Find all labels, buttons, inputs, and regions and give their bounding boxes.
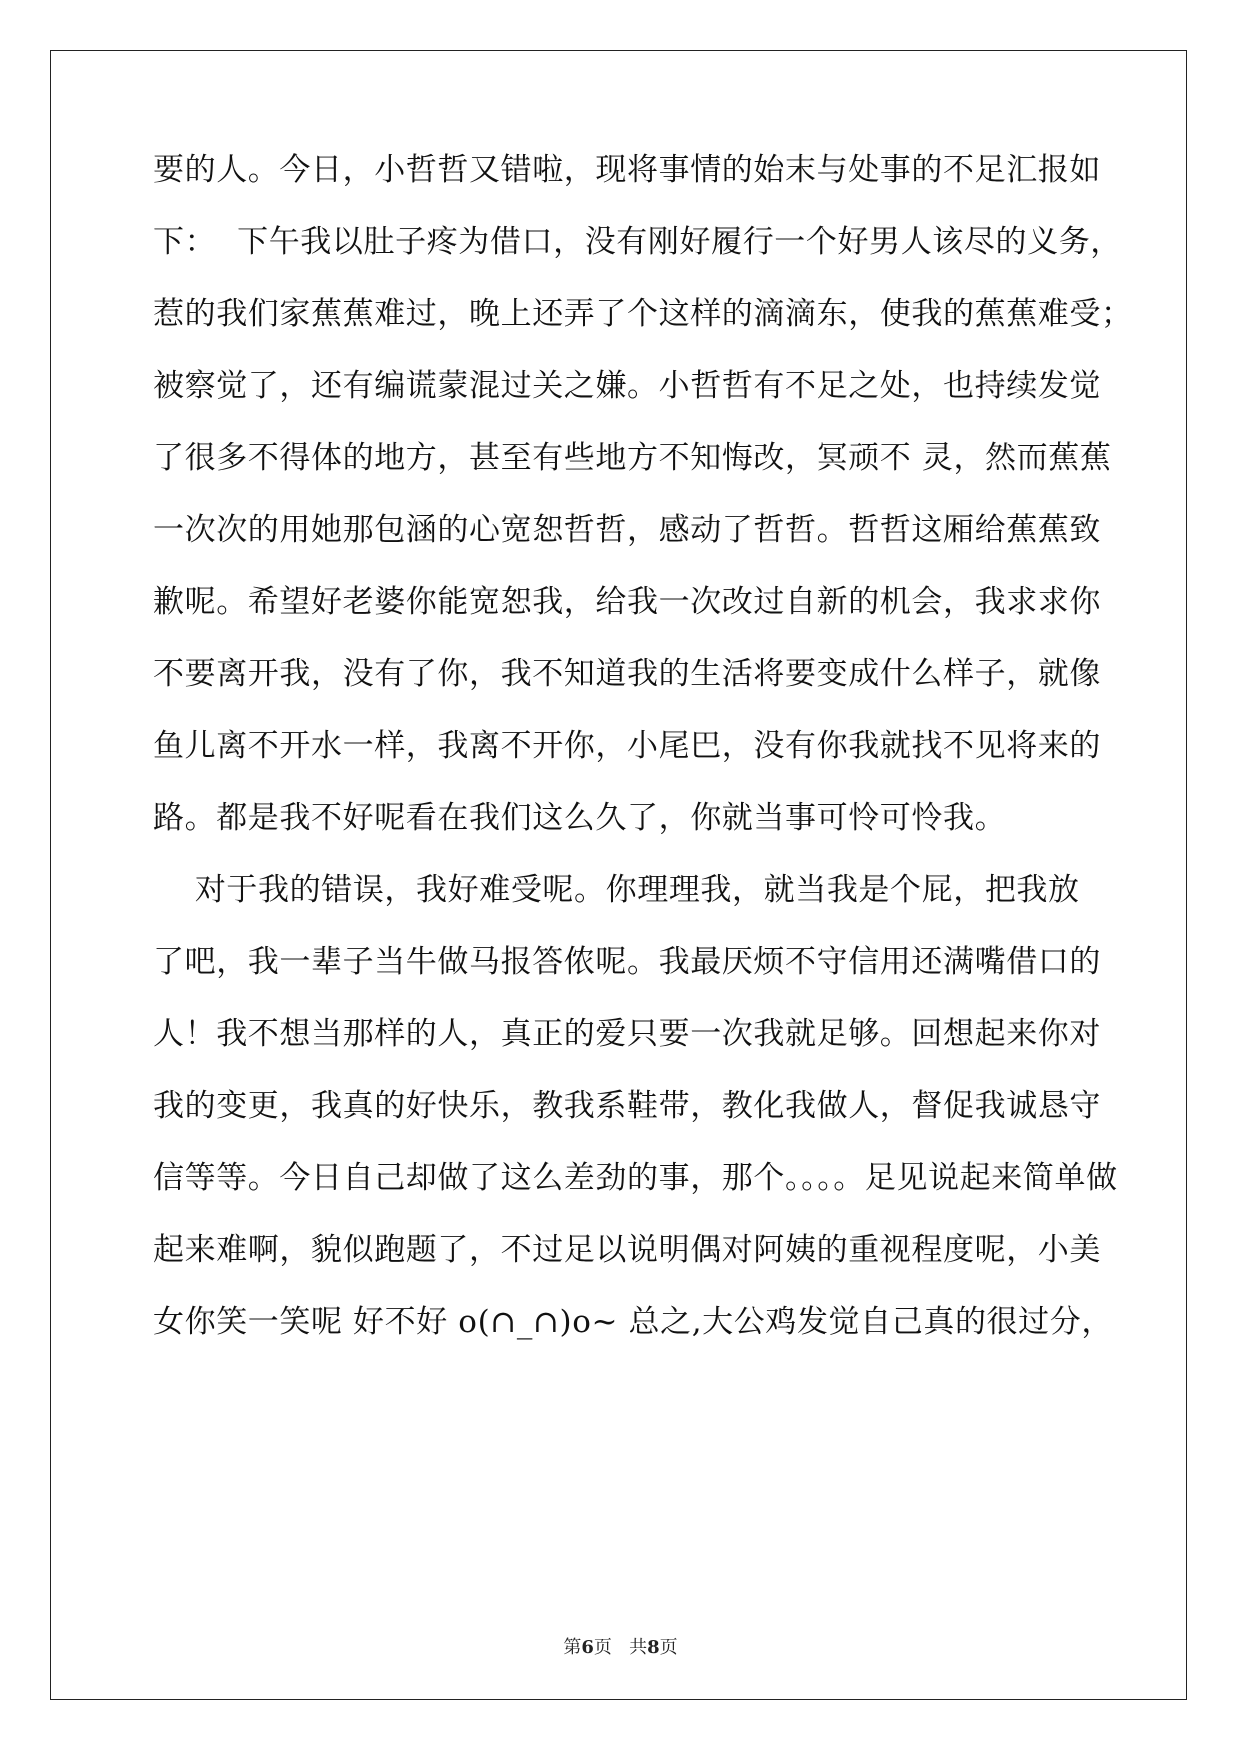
total-pages-number: 8 (647, 1637, 660, 1658)
text-line-10: 路。都是我不好呢看在我们这么久了，你就当事可怜可怜我。 (153, 800, 1007, 836)
text-line-7: 歉呢。希望好老婆你能宽恕我，给我一次改过自新的机会，我求求你 (153, 584, 1101, 620)
footer-suffix: 页 (659, 1637, 678, 1658)
text-line-6: 一次次的用她那包涵的心宽恕哲哲，感动了哲哲。哲哲这厢给蕉蕉致 (153, 512, 1101, 548)
current-page-number: 6 (581, 1637, 594, 1658)
text-line-9: 鱼儿离不开水一样，我离不开你，小尾巴，没有你我就找不见将来的 (153, 728, 1101, 764)
text-line-16: 起来难啊，貌似跑题了，不过足以说明偶对阿姨的重视程度呢，小美 (153, 1232, 1101, 1268)
text-line-15: 信等等。今日自己却做了这么差劲的事，那个。。。。足见说起来简单做 (153, 1160, 1118, 1196)
text-line-17: 女你笑一笑呢 好不好 o(∩_∩)o~ 总之,大公鸡发觉自己真的很过分， (153, 1304, 1113, 1340)
text-line-4: 被察觉了，还有编谎蒙混过关之嫌。小哲哲有不足之处，也持续发觉 (153, 368, 1101, 404)
text-line-13: 人！我不想当那样的人，真正的爱只要一次我就足够。回想起来你对 (153, 1016, 1101, 1052)
text-line-8: 不要离开我，没有了你，我不知道我的生活将要变成什么样子，就像 (153, 656, 1101, 692)
text-line-2: 下： 下午我以肚子疼为借口，没有刚好履行一个好男人该尽的义务， (153, 224, 1122, 260)
page-footer (0, 1636, 1241, 1660)
footer-prefix: 第 (563, 1637, 582, 1658)
text-line-14: 我的变更，我真的好快乐，教我系鞋带，教化我做人，督促我诚恳守 (153, 1088, 1101, 1124)
text-line-5: 了很多不得体的地方，甚至有些地方不知悔改，冥顽不 灵，然而蕉蕉 (153, 440, 1112, 476)
text-line-12: 了吧，我一辈子当牛做马报答侬呢。我最厌烦不守信用还满嘴借口的 (153, 944, 1101, 980)
footer-middle: 页 共 (593, 1637, 648, 1658)
text-line-3: 惹的我们家蕉蕉难过，晚上还弄了个这样的滴滴东，使我的蕉蕉难受； (153, 296, 1133, 332)
text-line-11: 对于我的错误，我好难受呢。你理理我，就当我是个屁，把我放 (153, 872, 1080, 908)
text-line-1: 要的人。今日，小哲哲又错啦，现将事情的始末与处事的不足汇报如 (153, 152, 1101, 188)
